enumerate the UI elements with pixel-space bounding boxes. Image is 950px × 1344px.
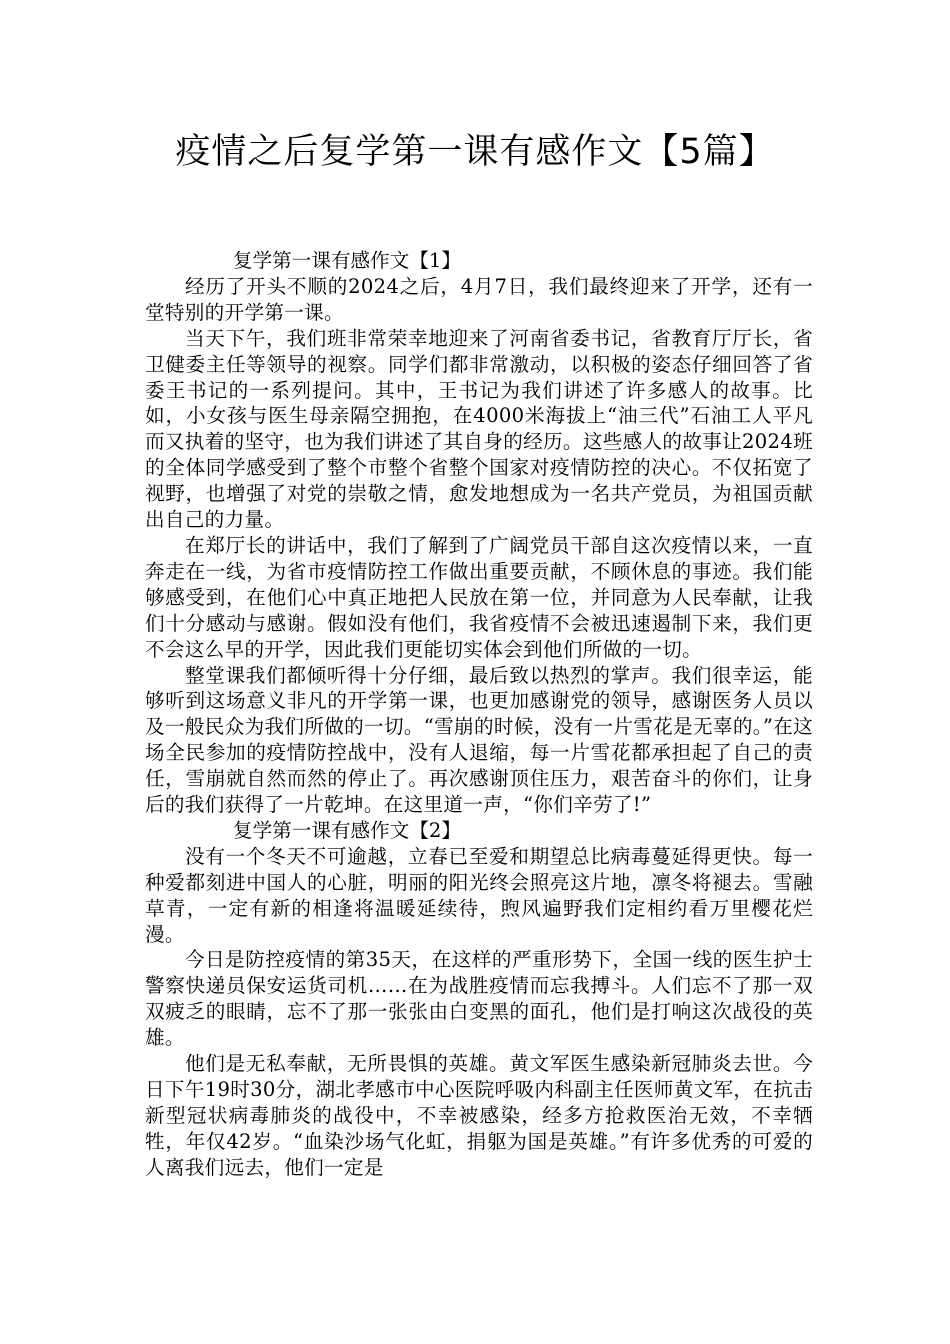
document-body: [145, 248, 813, 1181]
paragraph: 他们是无私奉献，无所畏惧的英雄。黄文军医生感染新冠肺炎去世。今日下午19时30分，湖北孝感市中心医院呼吸内科副主任医师黄文军，在抗击新型冠状病毒肺炎的战役中，不幸被感染，经多方抢救医治无效，不幸牺牲，年仅42岁。“血染沙场气化虹，捐躯为国是英雄。”有许多优秀的可爱的人离我们远去，他们一定是: [145, 1052, 813, 1179]
paragraph: 经历了开头不顺的2024之后，4月7日，我们最终迎来了开学，还有一堂特别的开学第一课。: [145, 274, 813, 324]
paragraph: 今日是防控疫情的第35天，在这样的严重形势下，全国一线的医生护士警察快递员保安运货司机……在为战胜疫情而忘我搏斗。人们忘不了那一双双疲乏的眼睛，忘不了那一张张由白变黑的面孔，他们是打响这次战役的英雄。: [145, 948, 813, 1050]
section-heading-1: 复学第一课有感作文【1】: [233, 249, 461, 272]
paragraph: 当天下午，我们班非常荣幸地迎来了河南省委书记，省教育厅厅长，省卫健委主任等领导的视察。同学们都非常激动，以积极的姿态仔细回答了省委王书记的一系列提问。其中，王书记为我们讲述了许多感人的故事。比如，小女孩与医生母亲隔空拥抱，在4000米海拔上“油三代”石油工人平凡而又执着的坚守，也为我们讲述了其自身的经历。这些感人的故事让2024班的全体同学感受到了整个市整个省整个国家对疫情防控的决心。不仅拓宽了视野，也增强了对党的崇敬之情，愈发地想成为一名共产党员，为祖国贡献出自己的力量。: [145, 326, 813, 532]
document-title: 疫情之后复学第一课有感作文【5篇】: [175, 132, 775, 172]
paragraph: 整堂课我们都倾听得十分仔细，最后致以热烈的掌声。我们很幸运，能够听到这场意义非凡的开学第一课，也更加感谢党的领导，感谢医务人员以及一般民众为我们所做的一切。“雪崩的时候，没有一片雪花是无辜的。”在这场全民参加的疫情防控战中，没有人退缩，每一片雪花都承担起了自己的责任，雪崩就自然而然的停止了。再次感谢顶住压力，艰苦奋斗的你们，让身后的我们获得了一片乾坤。在这里道一声，“你们辛劳了!”: [145, 663, 813, 817]
section-heading-2: 复学第一课有感作文【2】: [233, 818, 461, 842]
paragraph: 在郑厅长的讲话中，我们了解到了广阔党员干部自这次疫情以来，一直奔走在一线，为省市疫情防控工作做出重要贡献，不顾休息的事迹。我们能够感受到，在他们心中真正地把人民放在第一位，并同意为人民奉献，让我们十分感动与感谢。假如没有他们，我省疫情不会被迅速遏制下来，我们更不会这么早的开学，因此我们更能切实体会到他们所做的一切。: [145, 533, 813, 661]
paragraph: 没有一个冬天不可逾越，立春已至爱和期望总比病毒蔓延得更快。每一种爱都刻进中国人的心脏，明丽的阳光终会照亮这片地，凛冬将褪去。雪融草青，一定有新的相逢将温暖延续待，煦风遍野我们定相约看万里樱花烂漫。: [145, 844, 813, 946]
